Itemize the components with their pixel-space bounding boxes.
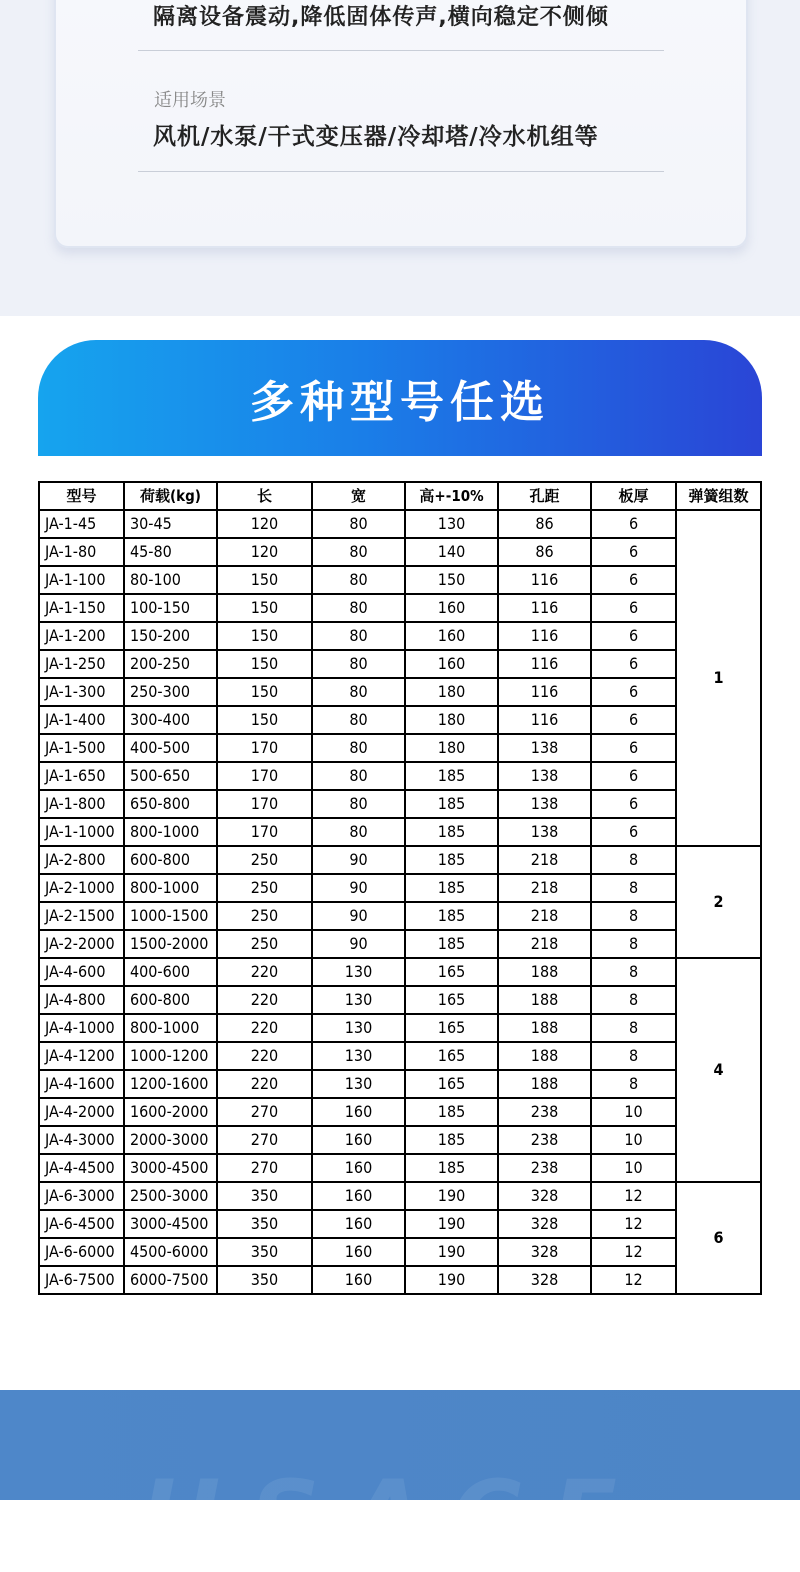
cell-height: 185	[405, 874, 498, 902]
table-header-row	[39, 482, 761, 510]
cell-plate-thickness: 6	[591, 706, 676, 734]
cell-model: JA-4-3000	[39, 1126, 124, 1154]
cell-plate-thickness: 10	[591, 1126, 676, 1154]
table-row	[39, 594, 761, 622]
cell-height: 160	[405, 650, 498, 678]
cell-model: JA-1-500	[39, 734, 124, 762]
cell-length: 170	[217, 790, 312, 818]
cell-plate-thickness: 6	[591, 790, 676, 818]
cell-width: 80	[312, 678, 405, 706]
background-watermark: HSACE	[140, 1460, 647, 1572]
table-row	[39, 762, 761, 790]
table-row	[39, 1070, 761, 1098]
cell-width: 90	[312, 874, 405, 902]
cell-hole-spacing: 116	[498, 706, 591, 734]
cell-model: JA-1-800	[39, 790, 124, 818]
cell-load: 1200-1600	[124, 1070, 217, 1098]
table-row	[39, 1266, 761, 1294]
cell-height: 185	[405, 846, 498, 874]
cell-plate-thickness: 8	[591, 1042, 676, 1070]
cell-plate-thickness: 8	[591, 958, 676, 986]
cell-hole-spacing: 138	[498, 762, 591, 790]
cell-model: JA-4-4500	[39, 1154, 124, 1182]
cell-length: 150	[217, 650, 312, 678]
cell-height: 185	[405, 902, 498, 930]
cell-load: 2000-3000	[124, 1126, 217, 1154]
cell-height: 185	[405, 818, 498, 846]
table-row	[39, 930, 761, 958]
header-load: 荷载(kg)	[124, 482, 217, 510]
cell-width: 160	[312, 1098, 405, 1126]
cell-plate-thickness: 8	[591, 930, 676, 958]
cell-load: 800-1000	[124, 818, 217, 846]
cell-hole-spacing: 218	[498, 846, 591, 874]
cell-width: 160	[312, 1182, 405, 1210]
cell-length: 170	[217, 734, 312, 762]
cell-model: JA-1-150	[39, 594, 124, 622]
cell-length: 150	[217, 706, 312, 734]
cell-load: 800-1000	[124, 874, 217, 902]
cell-load: 500-650	[124, 762, 217, 790]
cell-height: 165	[405, 1070, 498, 1098]
cell-hole-spacing: 238	[498, 1126, 591, 1154]
cell-plate-thickness: 12	[591, 1238, 676, 1266]
cell-hole-spacing: 218	[498, 902, 591, 930]
cell-plate-thickness: 6	[591, 762, 676, 790]
scene-description: 风机/水泵/干式变压器/冷却塔/冷水机组等	[153, 124, 599, 150]
table-row	[39, 706, 761, 734]
cell-load: 600-800	[124, 846, 217, 874]
table-row	[39, 902, 761, 930]
cell-load: 250-300	[124, 678, 217, 706]
cell-hole-spacing: 138	[498, 790, 591, 818]
cell-height: 185	[405, 1154, 498, 1182]
bottom-section	[0, 1390, 800, 1572]
cell-length: 250	[217, 846, 312, 874]
cell-plate-thickness: 6	[591, 650, 676, 678]
cell-length: 170	[217, 762, 312, 790]
cell-width: 90	[312, 930, 405, 958]
cell-model: JA-2-1500	[39, 902, 124, 930]
cell-height: 185	[405, 1098, 498, 1126]
header-plate-thickness: 板厚	[591, 482, 676, 510]
cell-length: 220	[217, 1070, 312, 1098]
cell-model: JA-4-600	[39, 958, 124, 986]
cell-length: 350	[217, 1210, 312, 1238]
cell-model: JA-1-250	[39, 650, 124, 678]
cell-model: JA-1-650	[39, 762, 124, 790]
cell-model: JA-4-2000	[39, 1098, 124, 1126]
table-row	[39, 1154, 761, 1182]
cell-hole-spacing: 138	[498, 818, 591, 846]
cell-height: 180	[405, 678, 498, 706]
cell-length: 250	[217, 874, 312, 902]
cell-length: 170	[217, 818, 312, 846]
cell-length: 250	[217, 902, 312, 930]
cell-model: JA-4-1000	[39, 1014, 124, 1042]
cell-plate-thickness: 6	[591, 734, 676, 762]
cell-hole-spacing: 116	[498, 594, 591, 622]
cell-hole-spacing: 188	[498, 1070, 591, 1098]
table-row	[39, 1014, 761, 1042]
cell-hole-spacing: 116	[498, 650, 591, 678]
cell-load: 45-80	[124, 538, 217, 566]
cell-plate-thickness: 6	[591, 622, 676, 650]
section-banner	[38, 340, 762, 456]
cell-hole-spacing: 86	[498, 510, 591, 538]
cell-length: 220	[217, 1014, 312, 1042]
cell-load: 300-400	[124, 706, 217, 734]
cell-height: 190	[405, 1210, 498, 1238]
cell-load: 80-100	[124, 566, 217, 594]
cell-width: 160	[312, 1266, 405, 1294]
cell-plate-thickness: 12	[591, 1266, 676, 1294]
cell-height: 190	[405, 1266, 498, 1294]
divider	[138, 171, 664, 172]
cell-model: JA-1-45	[39, 510, 124, 538]
cell-length: 150	[217, 622, 312, 650]
section-title: 多种型号任选	[250, 377, 550, 428]
cell-load: 800-1000	[124, 1014, 217, 1042]
table-row	[39, 846, 761, 874]
cell-length: 120	[217, 510, 312, 538]
cell-height: 185	[405, 762, 498, 790]
cell-height: 140	[405, 538, 498, 566]
cell-spring-groups: 1	[676, 510, 761, 846]
top-section	[0, 0, 800, 316]
cell-width: 80	[312, 538, 405, 566]
cell-width: 160	[312, 1154, 405, 1182]
header-spring-groups: 弹簧组数	[676, 482, 761, 510]
cell-height: 165	[405, 1042, 498, 1070]
table-row	[39, 818, 761, 846]
header-hole-spacing: 孔距	[498, 482, 591, 510]
cell-length: 150	[217, 678, 312, 706]
cell-length: 120	[217, 538, 312, 566]
cell-model: JA-6-3000	[39, 1182, 124, 1210]
table-row	[39, 678, 761, 706]
table-row	[39, 622, 761, 650]
header-width: 宽	[312, 482, 405, 510]
cell-height: 130	[405, 510, 498, 538]
cell-hole-spacing: 328	[498, 1238, 591, 1266]
cell-width: 90	[312, 902, 405, 930]
table-row	[39, 734, 761, 762]
table-row	[39, 958, 761, 986]
cell-load: 150-200	[124, 622, 217, 650]
cell-load: 1000-1500	[124, 902, 217, 930]
cell-hole-spacing: 86	[498, 538, 591, 566]
cell-plate-thickness: 12	[591, 1182, 676, 1210]
cell-load: 2500-3000	[124, 1182, 217, 1210]
cell-load: 3000-4500	[124, 1154, 217, 1182]
cell-load: 1600-2000	[124, 1098, 217, 1126]
cell-plate-thickness: 10	[591, 1098, 676, 1126]
cell-height: 180	[405, 734, 498, 762]
cell-height: 165	[405, 1014, 498, 1042]
cell-hole-spacing: 138	[498, 734, 591, 762]
cell-length: 150	[217, 566, 312, 594]
cell-length: 270	[217, 1154, 312, 1182]
cell-plate-thickness: 8	[591, 846, 676, 874]
table-row	[39, 566, 761, 594]
cell-hole-spacing: 328	[498, 1266, 591, 1294]
cell-plate-thickness: 8	[591, 1014, 676, 1042]
cell-width: 80	[312, 790, 405, 818]
table-row	[39, 650, 761, 678]
cell-load: 400-500	[124, 734, 217, 762]
cell-model: JA-1-100	[39, 566, 124, 594]
cell-model: JA-1-300	[39, 678, 124, 706]
cell-spring-groups: 2	[676, 846, 761, 958]
cell-width: 130	[312, 1014, 405, 1042]
cell-width: 160	[312, 1210, 405, 1238]
cell-plate-thickness: 6	[591, 594, 676, 622]
cell-width: 130	[312, 986, 405, 1014]
cell-hole-spacing: 188	[498, 986, 591, 1014]
table-row	[39, 1042, 761, 1070]
cell-length: 220	[217, 986, 312, 1014]
cell-model: JA-1-1000	[39, 818, 124, 846]
table-row	[39, 510, 761, 538]
cell-load: 650-800	[124, 790, 217, 818]
cell-plate-thickness: 10	[591, 1154, 676, 1182]
cell-model: JA-1-80	[39, 538, 124, 566]
cell-plate-thickness: 6	[591, 566, 676, 594]
cell-length: 350	[217, 1238, 312, 1266]
cell-plate-thickness: 8	[591, 902, 676, 930]
cell-model: JA-6-4500	[39, 1210, 124, 1238]
cell-plate-thickness: 6	[591, 510, 676, 538]
cell-hole-spacing: 328	[498, 1182, 591, 1210]
scene-label: 适用场景	[154, 90, 226, 111]
cell-hole-spacing: 116	[498, 678, 591, 706]
cell-width: 130	[312, 958, 405, 986]
header-model: 型号	[39, 482, 124, 510]
table-row	[39, 1238, 761, 1266]
table-row	[39, 790, 761, 818]
cell-height: 165	[405, 958, 498, 986]
cell-width: 80	[312, 594, 405, 622]
cell-load: 1000-1200	[124, 1042, 217, 1070]
cell-plate-thickness: 8	[591, 874, 676, 902]
table-row	[39, 1126, 761, 1154]
cell-height: 160	[405, 622, 498, 650]
cell-width: 80	[312, 818, 405, 846]
cell-height: 185	[405, 790, 498, 818]
cell-height: 190	[405, 1238, 498, 1266]
table-row	[39, 1098, 761, 1126]
cell-width: 160	[312, 1126, 405, 1154]
cell-model: JA-6-7500	[39, 1266, 124, 1294]
cell-hole-spacing: 218	[498, 874, 591, 902]
cell-height: 185	[405, 930, 498, 958]
header-height: 高+-10%	[405, 482, 498, 510]
cell-width: 80	[312, 650, 405, 678]
cell-model: JA-2-1000	[39, 874, 124, 902]
cell-plate-thickness: 6	[591, 538, 676, 566]
cell-load: 1500-2000	[124, 930, 217, 958]
cell-plate-thickness: 8	[591, 1070, 676, 1098]
cell-load: 200-250	[124, 650, 217, 678]
cell-width: 130	[312, 1042, 405, 1070]
cell-plate-thickness: 6	[591, 678, 676, 706]
table-row	[39, 1210, 761, 1238]
cell-width: 80	[312, 622, 405, 650]
cell-load: 30-45	[124, 510, 217, 538]
cell-spring-groups: 6	[676, 1182, 761, 1294]
cell-hole-spacing: 116	[498, 622, 591, 650]
cell-hole-spacing: 218	[498, 930, 591, 958]
cell-length: 220	[217, 958, 312, 986]
cell-hole-spacing: 188	[498, 1014, 591, 1042]
cell-height: 150	[405, 566, 498, 594]
cell-length: 220	[217, 1042, 312, 1070]
table-body	[39, 510, 761, 1294]
cell-length: 250	[217, 930, 312, 958]
cell-model: JA-4-1600	[39, 1070, 124, 1098]
cell-height: 190	[405, 1182, 498, 1210]
cell-model: JA-1-200	[39, 622, 124, 650]
cell-load: 6000-7500	[124, 1266, 217, 1294]
cell-model: JA-2-2000	[39, 930, 124, 958]
divider	[138, 50, 664, 51]
cell-width: 80	[312, 734, 405, 762]
cell-model: JA-1-400	[39, 706, 124, 734]
cell-model: JA-2-800	[39, 846, 124, 874]
cell-length: 350	[217, 1266, 312, 1294]
table-row	[39, 986, 761, 1014]
feature-description: 隔离设备震动,降低固体传声,横向稳定不侧倾	[153, 5, 609, 30]
cell-hole-spacing: 188	[498, 1042, 591, 1070]
cell-hole-spacing: 116	[498, 566, 591, 594]
cell-plate-thickness: 6	[591, 818, 676, 846]
cell-model: JA-6-6000	[39, 1238, 124, 1266]
cell-length: 150	[217, 594, 312, 622]
cell-model: JA-4-1200	[39, 1042, 124, 1070]
cell-spring-groups: 4	[676, 958, 761, 1182]
cell-load: 600-800	[124, 986, 217, 1014]
cell-hole-spacing: 238	[498, 1154, 591, 1182]
cell-width: 80	[312, 706, 405, 734]
cell-height: 165	[405, 986, 498, 1014]
spec-table	[38, 481, 762, 1295]
cell-width: 80	[312, 566, 405, 594]
cell-plate-thickness: 8	[591, 986, 676, 1014]
cell-hole-spacing: 238	[498, 1098, 591, 1126]
cell-width: 160	[312, 1238, 405, 1266]
cell-model: JA-4-800	[39, 986, 124, 1014]
cell-length: 270	[217, 1098, 312, 1126]
table-row	[39, 538, 761, 566]
header-length: 长	[217, 482, 312, 510]
cell-width: 80	[312, 510, 405, 538]
cell-plate-thickness: 12	[591, 1210, 676, 1238]
cell-width: 130	[312, 1070, 405, 1098]
table-row	[39, 1182, 761, 1210]
cell-length: 350	[217, 1182, 312, 1210]
cell-hole-spacing: 328	[498, 1210, 591, 1238]
cell-load: 3000-4500	[124, 1210, 217, 1238]
cell-width: 90	[312, 846, 405, 874]
cell-load: 400-600	[124, 958, 217, 986]
cell-width: 80	[312, 762, 405, 790]
table-row	[39, 874, 761, 902]
cell-load: 4500-6000	[124, 1238, 217, 1266]
cell-length: 270	[217, 1126, 312, 1154]
cell-height: 185	[405, 1126, 498, 1154]
cell-load: 100-150	[124, 594, 217, 622]
cell-hole-spacing: 188	[498, 958, 591, 986]
cell-height: 160	[405, 594, 498, 622]
cell-height: 180	[405, 706, 498, 734]
